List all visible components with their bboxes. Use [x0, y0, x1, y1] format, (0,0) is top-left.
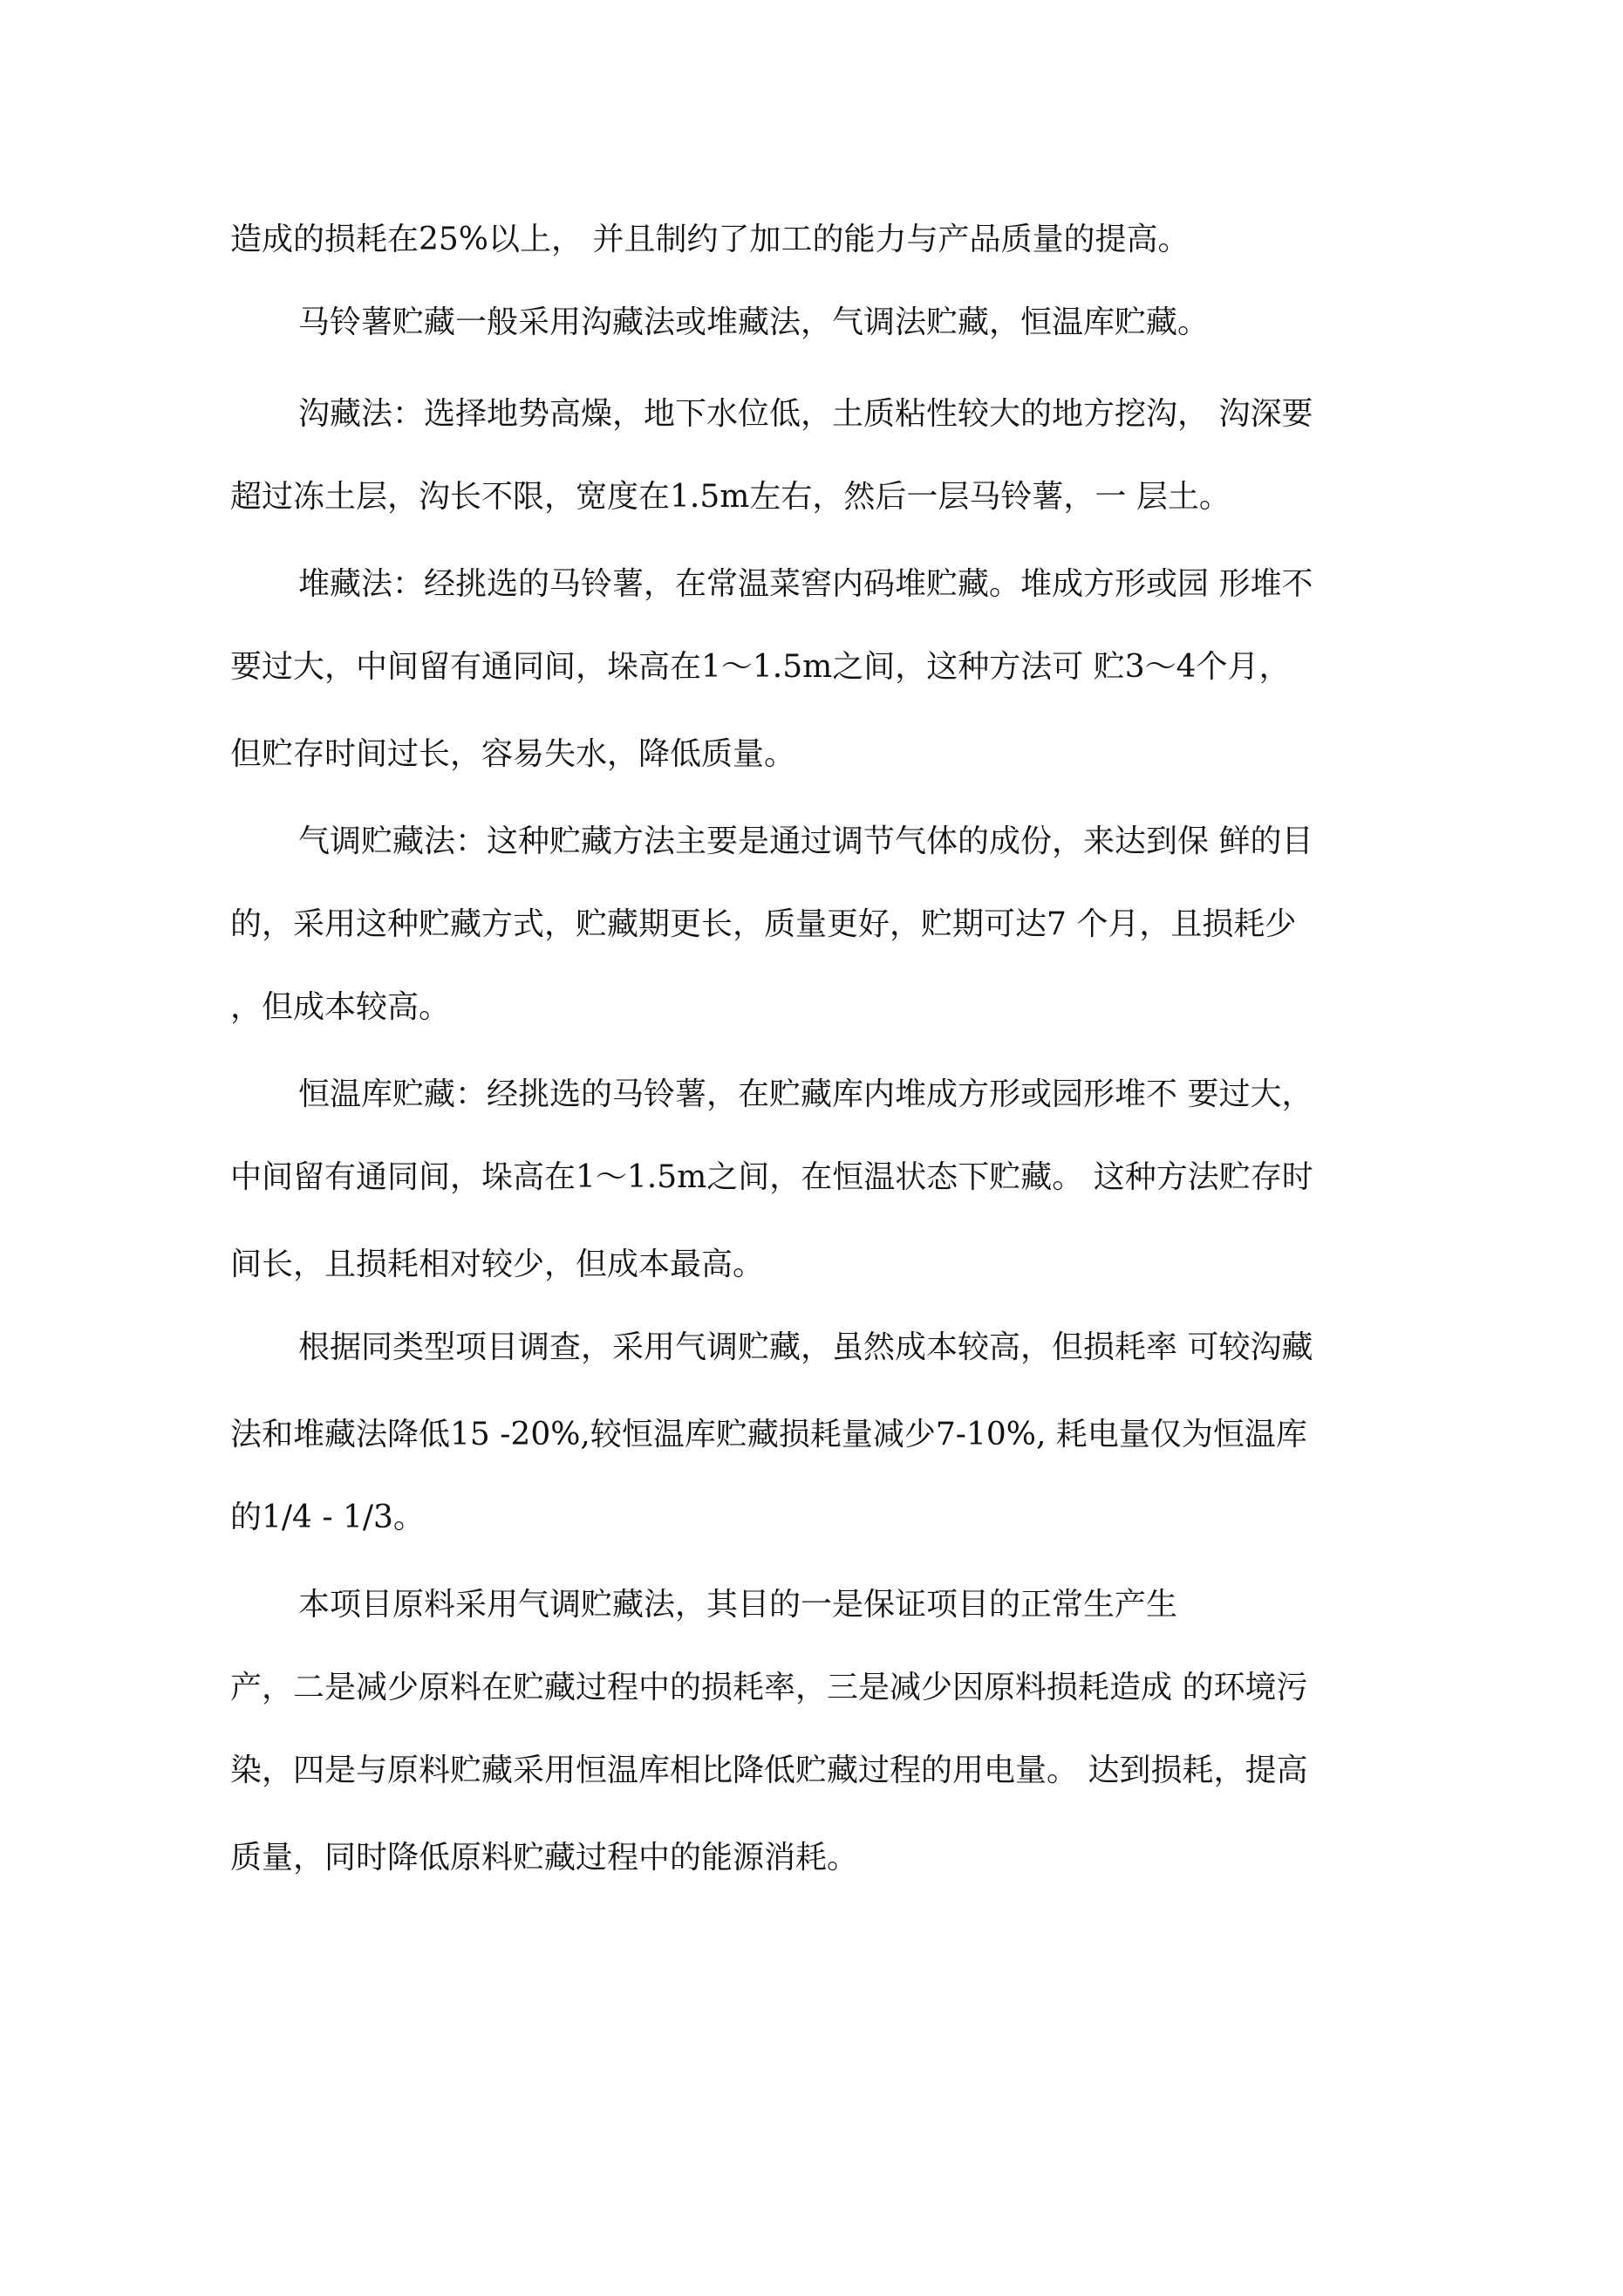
text-line: 超过冻土层，沟长不限，宽度在1.5m左右，然后一层马铃薯，一 层土。	[230, 479, 1231, 515]
text-line: 法和堆藏法降低15 -20%,较恒温库贮藏损耗量减少7-10%, 耗电量仅为恒温库	[230, 1417, 1307, 1452]
text-line: 染，四是与原料贮藏采用恒温库相比降低贮藏过程的用电量。 达到损耗，提高	[230, 1753, 1308, 1788]
text-line: 本项目原料采用气调贮藏法，其目的一是保证项目的正常生产生	[298, 1587, 1178, 1623]
text-line: ，但成本较高。	[230, 989, 451, 1025]
text-line: 气调贮藏法：这种贮藏方法主要是通过调节气体的成份，来达到保 鲜的目	[298, 823, 1313, 859]
text-line: 的，采用这种贮藏方式，贮藏期更长，质量更好，贮期可达7 个月，且损耗少	[230, 906, 1297, 942]
text-line: 根据同类型项目调查，采用气调贮藏，虽然成本较高，但损耗率 可较沟藏	[298, 1329, 1313, 1365]
text-line: 质量，同时降低原料贮藏过程中的能源消耗。	[230, 1840, 859, 1876]
text-line: 间长，且损耗相对较少，但成本最高。	[230, 1247, 765, 1282]
text-line: 沟藏法：选择地势高燥，地下水位低，土质粘性较大的地方挖沟， 沟深要	[298, 396, 1313, 432]
text-line: 恒温库贮藏：经挑选的马铃薯，在贮藏库内堆成方形或园形堆不 要过大，	[298, 1076, 1313, 1112]
text-line: 要过大，中间留有通同间，垛高在1〜1.5m之间，这种方法可 贮3〜4个月，	[230, 649, 1291, 685]
text-line: 堆藏法：经挑选的马铃薯，在常温菜窖内码堆贮藏。堆成方形或园 形堆不	[298, 566, 1313, 602]
text-line: 造成的损耗在25%以上， 并且制约了加工的能力与产品质量的提高。	[230, 222, 1190, 257]
text-line: 马铃薯贮藏一般采用沟藏法或堆藏法，气调法贮藏，恒温库贮藏。	[298, 304, 1210, 340]
text-line: 中间留有通同间，垛高在1〜1.5m之间，在恒温状态下贮藏。 这种方法贮存时	[230, 1159, 1313, 1195]
text-line: 但贮存时间过长，容易失水，降低质量。	[230, 736, 796, 772]
text-line: 产，二是减少原料在贮藏过程中的损耗率，三是减少因原料损耗造成 的环境污	[230, 1670, 1308, 1705]
text-line: 的1/4 - 1/3。	[230, 1500, 425, 1535]
